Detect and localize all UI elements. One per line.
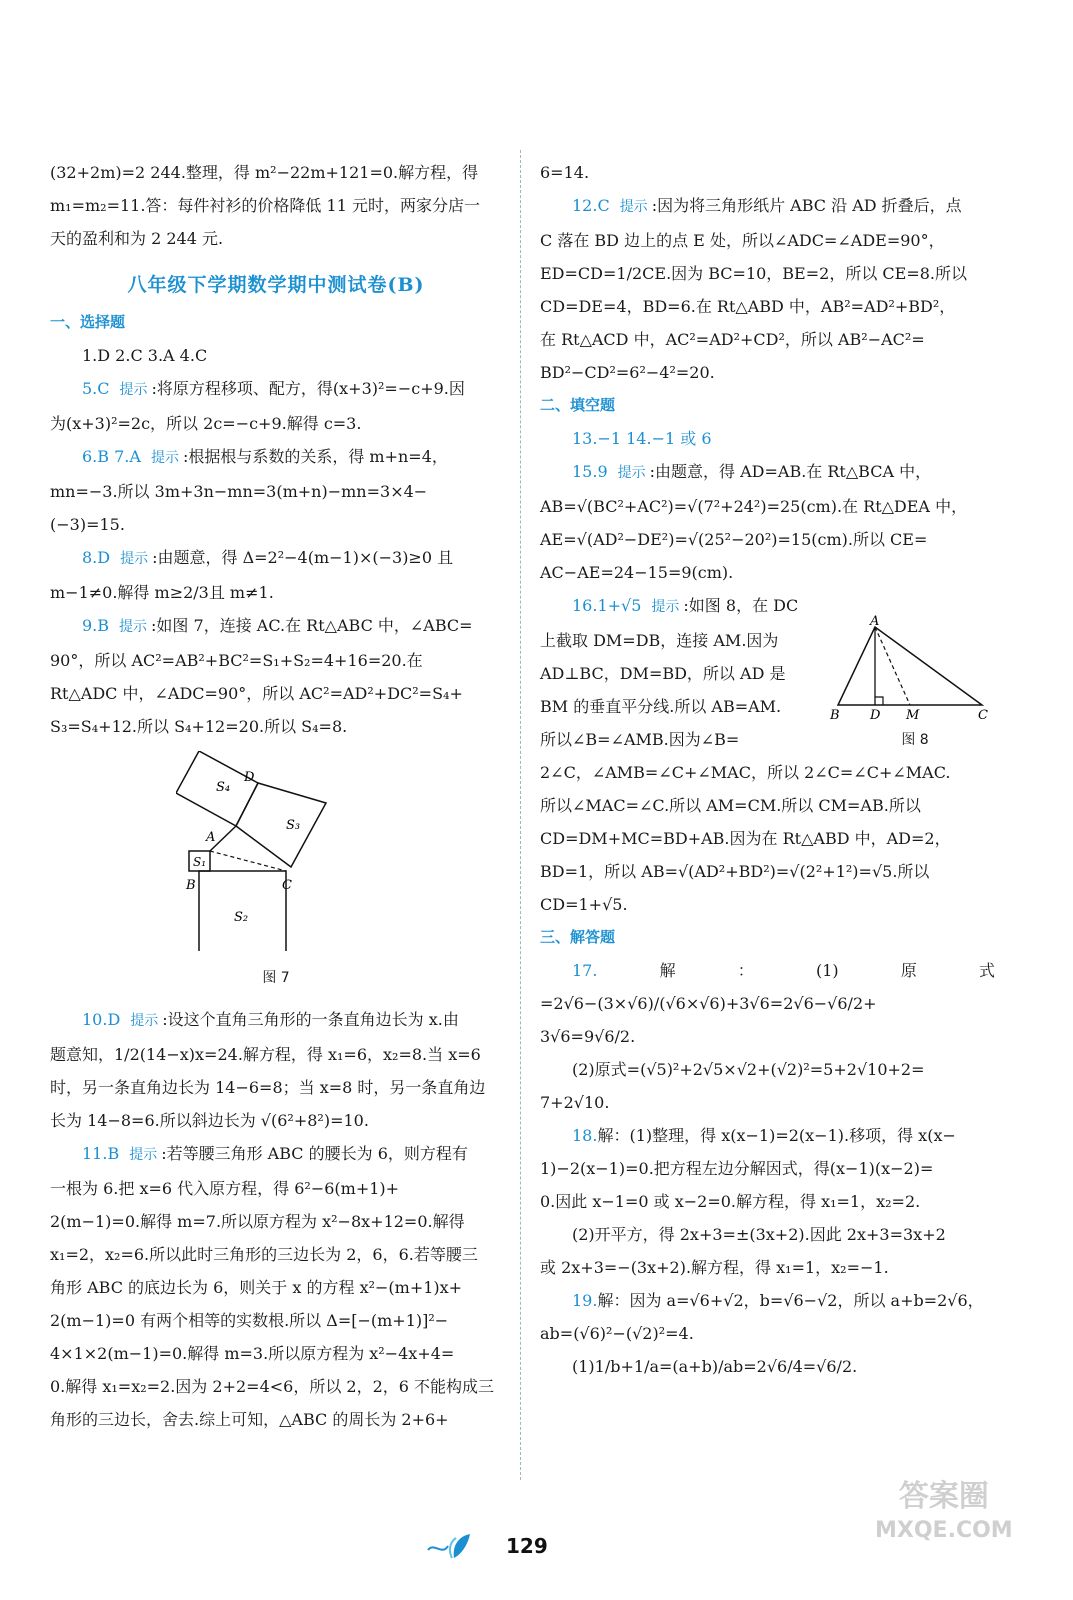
- text-line: 所以∠MAC=∠C.所以 AM=CM.所以 CM=AB.所以: [540, 796, 921, 815]
- question-number: 12.C: [572, 196, 610, 215]
- question-number: 15.9: [572, 462, 608, 481]
- fig8-label: B: [830, 708, 840, 723]
- hint-label: 提示: [130, 1013, 159, 1029]
- fig7-label: D: [244, 770, 255, 785]
- question-15: [540, 455, 995, 490]
- fig7-label: S₃: [286, 818, 301, 833]
- answer-line: 13.−1 14.−1 或 6: [572, 429, 712, 448]
- text: 解：(1)整理，得 x(x−1)=2(x−1).移项，得 x(x−: [597, 1126, 956, 1145]
- text: :由题意，得 AD=AB.在 Rt△BCA 中，: [649, 462, 932, 481]
- text: :如图 7，连接 AC.在 Rt△ABC 中，∠ABC=: [151, 616, 473, 635]
- fig7-label: S₄: [216, 780, 231, 795]
- column-divider: [520, 150, 521, 1480]
- hint-label: 提示: [120, 551, 149, 567]
- question-17: [540, 954, 995, 1020]
- text-line: (2)开平方，得 2x+3=±(3x+2).因此 2x+3=3x+2: [572, 1225, 946, 1244]
- question-number: 18.: [572, 1126, 598, 1145]
- text-line: 角形 ABC 的底边长为 6，则关于 x 的方程 x²−(m+1)x+: [50, 1278, 463, 1297]
- text-line: 6=14.: [540, 163, 590, 182]
- text: :根据根与系数的关系，得 m+n=4，: [182, 447, 448, 466]
- intro-line: m₁=m₂=11.答：每件衬衫的价格降低 11 元时，两家分店一: [50, 196, 480, 215]
- text-line: 长为 14−8=6.所以斜边长为 √(6²+8²)=10.: [50, 1111, 369, 1130]
- figure-caption: 图 7: [262, 970, 290, 986]
- section-heading-choice: 一、选择题: [50, 313, 126, 331]
- text: 解：(1)原式=2√6−(3×√6)/(√6×√6)+3√6=2√6−√6/2+: [540, 961, 995, 1013]
- fig8-label: C: [978, 708, 988, 723]
- text-line: AB=√(BC²+AC²)=√(7²+24²)=25(cm).在 Rt△DEA 中，: [540, 497, 968, 516]
- figure-7: [50, 751, 502, 995]
- text-line: CD=DE=4，BD=6.在 Rt△ABD 中，AB²=AD²+BD²，: [540, 297, 956, 316]
- question-16-block: [540, 589, 815, 756]
- question-5: [50, 372, 502, 407]
- text-line: 为(x+3)²=2c，所以 2c=−c+9.解得 c=3.: [50, 414, 362, 433]
- exam-title: 八年级下学期数学期中测试卷(B): [127, 274, 425, 296]
- text-line: 时，另一条直角边长为 14−6=8；当 x=8 时，另一条直角边: [50, 1078, 486, 1097]
- text-line: 角形的三边长，舍去.综上可知，△ABC 的周长为 2+6+: [50, 1410, 449, 1429]
- text-line: x₁=2，x₂=6.所以此时三角形的三边长为 2，6，6.若等腰三: [50, 1245, 478, 1264]
- question-number: 8.D: [82, 548, 111, 567]
- fig7-label: S₁: [193, 855, 207, 869]
- figure-7-diagram: [176, 751, 376, 951]
- text-line: Rt△ADC 中，∠ADC=90°，所以 AC²=AD²+DC²=S₄+: [50, 684, 463, 703]
- text: :将原方程移项、配方，得(x+3)²=−c+9.因: [151, 379, 465, 398]
- question-number: 10.D: [82, 1010, 121, 1029]
- text-line: CD=1+√5.: [540, 895, 628, 914]
- question-10: [50, 1003, 502, 1038]
- section-heading-fill: 二、填空题: [540, 396, 616, 414]
- text-line: BD=1，所以 AB=√(AD²+BD²)=√(2²+1²)=√5.所以: [540, 862, 930, 881]
- question-16: [540, 589, 815, 624]
- answer-line: 1.D 2.C 3.A 4.C: [82, 346, 208, 365]
- text-line: 3√6=9√6/2.: [540, 1027, 636, 1046]
- figure-caption: 图 8: [901, 732, 929, 748]
- question-18: [540, 1119, 995, 1152]
- question-19: [540, 1284, 995, 1317]
- text-line: ab=(√6)²−(√2)²=4.: [540, 1324, 694, 1343]
- text-line: 2(m−1)=0 有两个相等的实数根.所以 Δ=[−(m+1)]²−: [50, 1311, 449, 1330]
- text: :由题意，得 Δ=2²−4(m−1)×(−3)≥0 且: [152, 548, 454, 567]
- text-line: 7+2√10.: [540, 1093, 610, 1112]
- text-line: C 落在 BD 边上的点 E 处，所以∠ADC=∠ADE=90°，: [540, 231, 945, 250]
- text-line: (1)1/b+1/a=(a+b)/ab=2√6/4=√6/2.: [572, 1357, 858, 1376]
- fig8-label: D: [870, 708, 881, 723]
- hint-label: 提示: [119, 382, 148, 398]
- question-6: [50, 440, 502, 475]
- text-line: 90°，所以 AC²=AB²+BC²=S₁+S₂=4+16=20.在: [50, 651, 423, 670]
- text-line: 0.因此 x−1=0 或 x−2=0.解方程，得 x₁=1，x₂=2.: [540, 1192, 921, 1211]
- text-line: 上截取 DM=DB，连接 AM.因为: [540, 631, 779, 650]
- question-number: 19.: [572, 1291, 598, 1310]
- question-8: [50, 541, 502, 576]
- question-number: 11.B: [82, 1144, 120, 1163]
- text-line: 题意知，1/2(14−x)x=24.解方程，得 x₁=6，x₂=8.当 x=6: [50, 1045, 481, 1064]
- intro-line: (32+2m)=2 244.整理，得 m²−22m+121=0.解方程，得: [50, 163, 479, 182]
- text-line: 在 Rt△ACD 中，AC²=AD²+CD²，所以 AB²−AC²=: [540, 330, 925, 349]
- hint-label: 提示: [150, 450, 179, 466]
- text-line: BM 的垂直平分线.所以 AB=AM.: [540, 697, 782, 716]
- question-number: 9.B: [82, 616, 110, 635]
- page-number: 129: [506, 1534, 548, 1558]
- fig8-label: A: [870, 615, 880, 629]
- text-line: 2∠C，∠AMB=∠C+∠MAC，所以 2∠C=∠C+∠MAC.: [540, 763, 951, 782]
- watermark: [875, 1480, 1013, 1548]
- watermark-text: 答案圈: [898, 1479, 989, 1514]
- question-12: [540, 189, 995, 224]
- question-number: 17.: [572, 961, 598, 980]
- text-line: 2(m−1)=0.解得 m=7.所以原方程为 x²−8x+12=0.解得: [50, 1212, 465, 1231]
- section-heading-solve: 三、解答题: [540, 928, 616, 946]
- watermark-url: MXQE.COM: [875, 1518, 1013, 1543]
- question-number: 5.C: [82, 379, 110, 398]
- fig7-label: C: [282, 878, 292, 893]
- question-11: [50, 1137, 502, 1172]
- text-line: AC−AE=24−15=9(cm).: [540, 563, 734, 582]
- text-line: S₃=S₄+12.所以 S₄+12=20.所以 S₄=8.: [50, 717, 348, 736]
- text-line: 所以∠B=∠AMB.因为∠B=: [540, 730, 740, 749]
- hint-label: 提示: [119, 619, 148, 635]
- text-line: BD²−CD²=6²−4²=20.: [540, 363, 715, 382]
- text-line: m−1≠0.解得 m≥2/3且 m≠1.: [50, 583, 274, 602]
- text: :设这个直角三角形的一条直角边长为 x.由: [162, 1010, 459, 1029]
- question-number: 6.B 7.A: [82, 447, 141, 466]
- text: :如图 8，在 DC: [683, 596, 799, 615]
- text-line: AE=√(AD²−DE²)=√(25²−20²)=15(cm).所以 CE=: [540, 530, 928, 549]
- left-column: [50, 156, 502, 1436]
- leaf-ornament-icon: [424, 1530, 474, 1564]
- hint-label: 提示: [619, 199, 648, 215]
- fig7-label: A: [206, 830, 216, 845]
- text-line: mn=−3.所以 3m+3n−mn=3(m+n)−mn=3×4−: [50, 482, 428, 501]
- text-line: 一根为 6.把 x=6 代入原方程，得 6²−6(m+1)+: [50, 1179, 400, 1198]
- intro-line: 天的盈利和为 2 244 元.: [50, 229, 224, 248]
- text-line: CD=DM+MC=BD+AB.因为在 Rt△ABD 中，AD=2，: [540, 829, 951, 848]
- text: 解：因为 a=√6+√2，b=√6−√2，所以 a+b=2√6，: [597, 1291, 984, 1310]
- question-number: 16.1+√5: [572, 596, 642, 615]
- text: :因为将三角形纸片 ABC 沿 AD 折叠后，点: [651, 196, 962, 215]
- question-9: [50, 609, 502, 644]
- hint-label: 提示: [617, 465, 646, 481]
- text-line: AD⊥BC，DM=BD，所以 AD 是: [540, 664, 786, 683]
- hint-label: 提示: [129, 1147, 158, 1163]
- text-line: 或 2x+3=−(3x+2).解方程，得 x₁=1，x₂=−1.: [540, 1258, 889, 1277]
- text: :若等腰三角形 ABC 的腰长为 6，则方程有: [161, 1144, 468, 1163]
- fig7-label: B: [186, 878, 196, 893]
- text-line: ED=CD=1/2CE.因为 BC=10，BE=2，所以 CE=8.所以: [540, 264, 968, 283]
- figure-8-diagram: [830, 615, 1000, 725]
- text-line: 0.解得 x₁=x₂=2.因为 2+2=4<6，所以 2，2，6 不能构成三: [50, 1377, 495, 1396]
- text-line: (2)原式=(√5)²+2√5×√2+(√2)²=5+2√10+2=: [572, 1060, 925, 1079]
- text-line: 1)−2(x−1)=0.把方程左边分解因式，得(x−1)(x−2)=: [540, 1159, 934, 1178]
- right-column: [540, 156, 995, 1383]
- text-line: 4×1×2(m−1)=0.解得 m=3.所以原方程为 x²−4x+4=: [50, 1344, 455, 1363]
- fig7-label: S₂: [234, 910, 249, 925]
- figure-8: [830, 615, 1000, 749]
- fig8-label: M: [906, 708, 920, 723]
- text-line: (−3)=15.: [50, 515, 125, 534]
- hint-label: 提示: [651, 599, 680, 615]
